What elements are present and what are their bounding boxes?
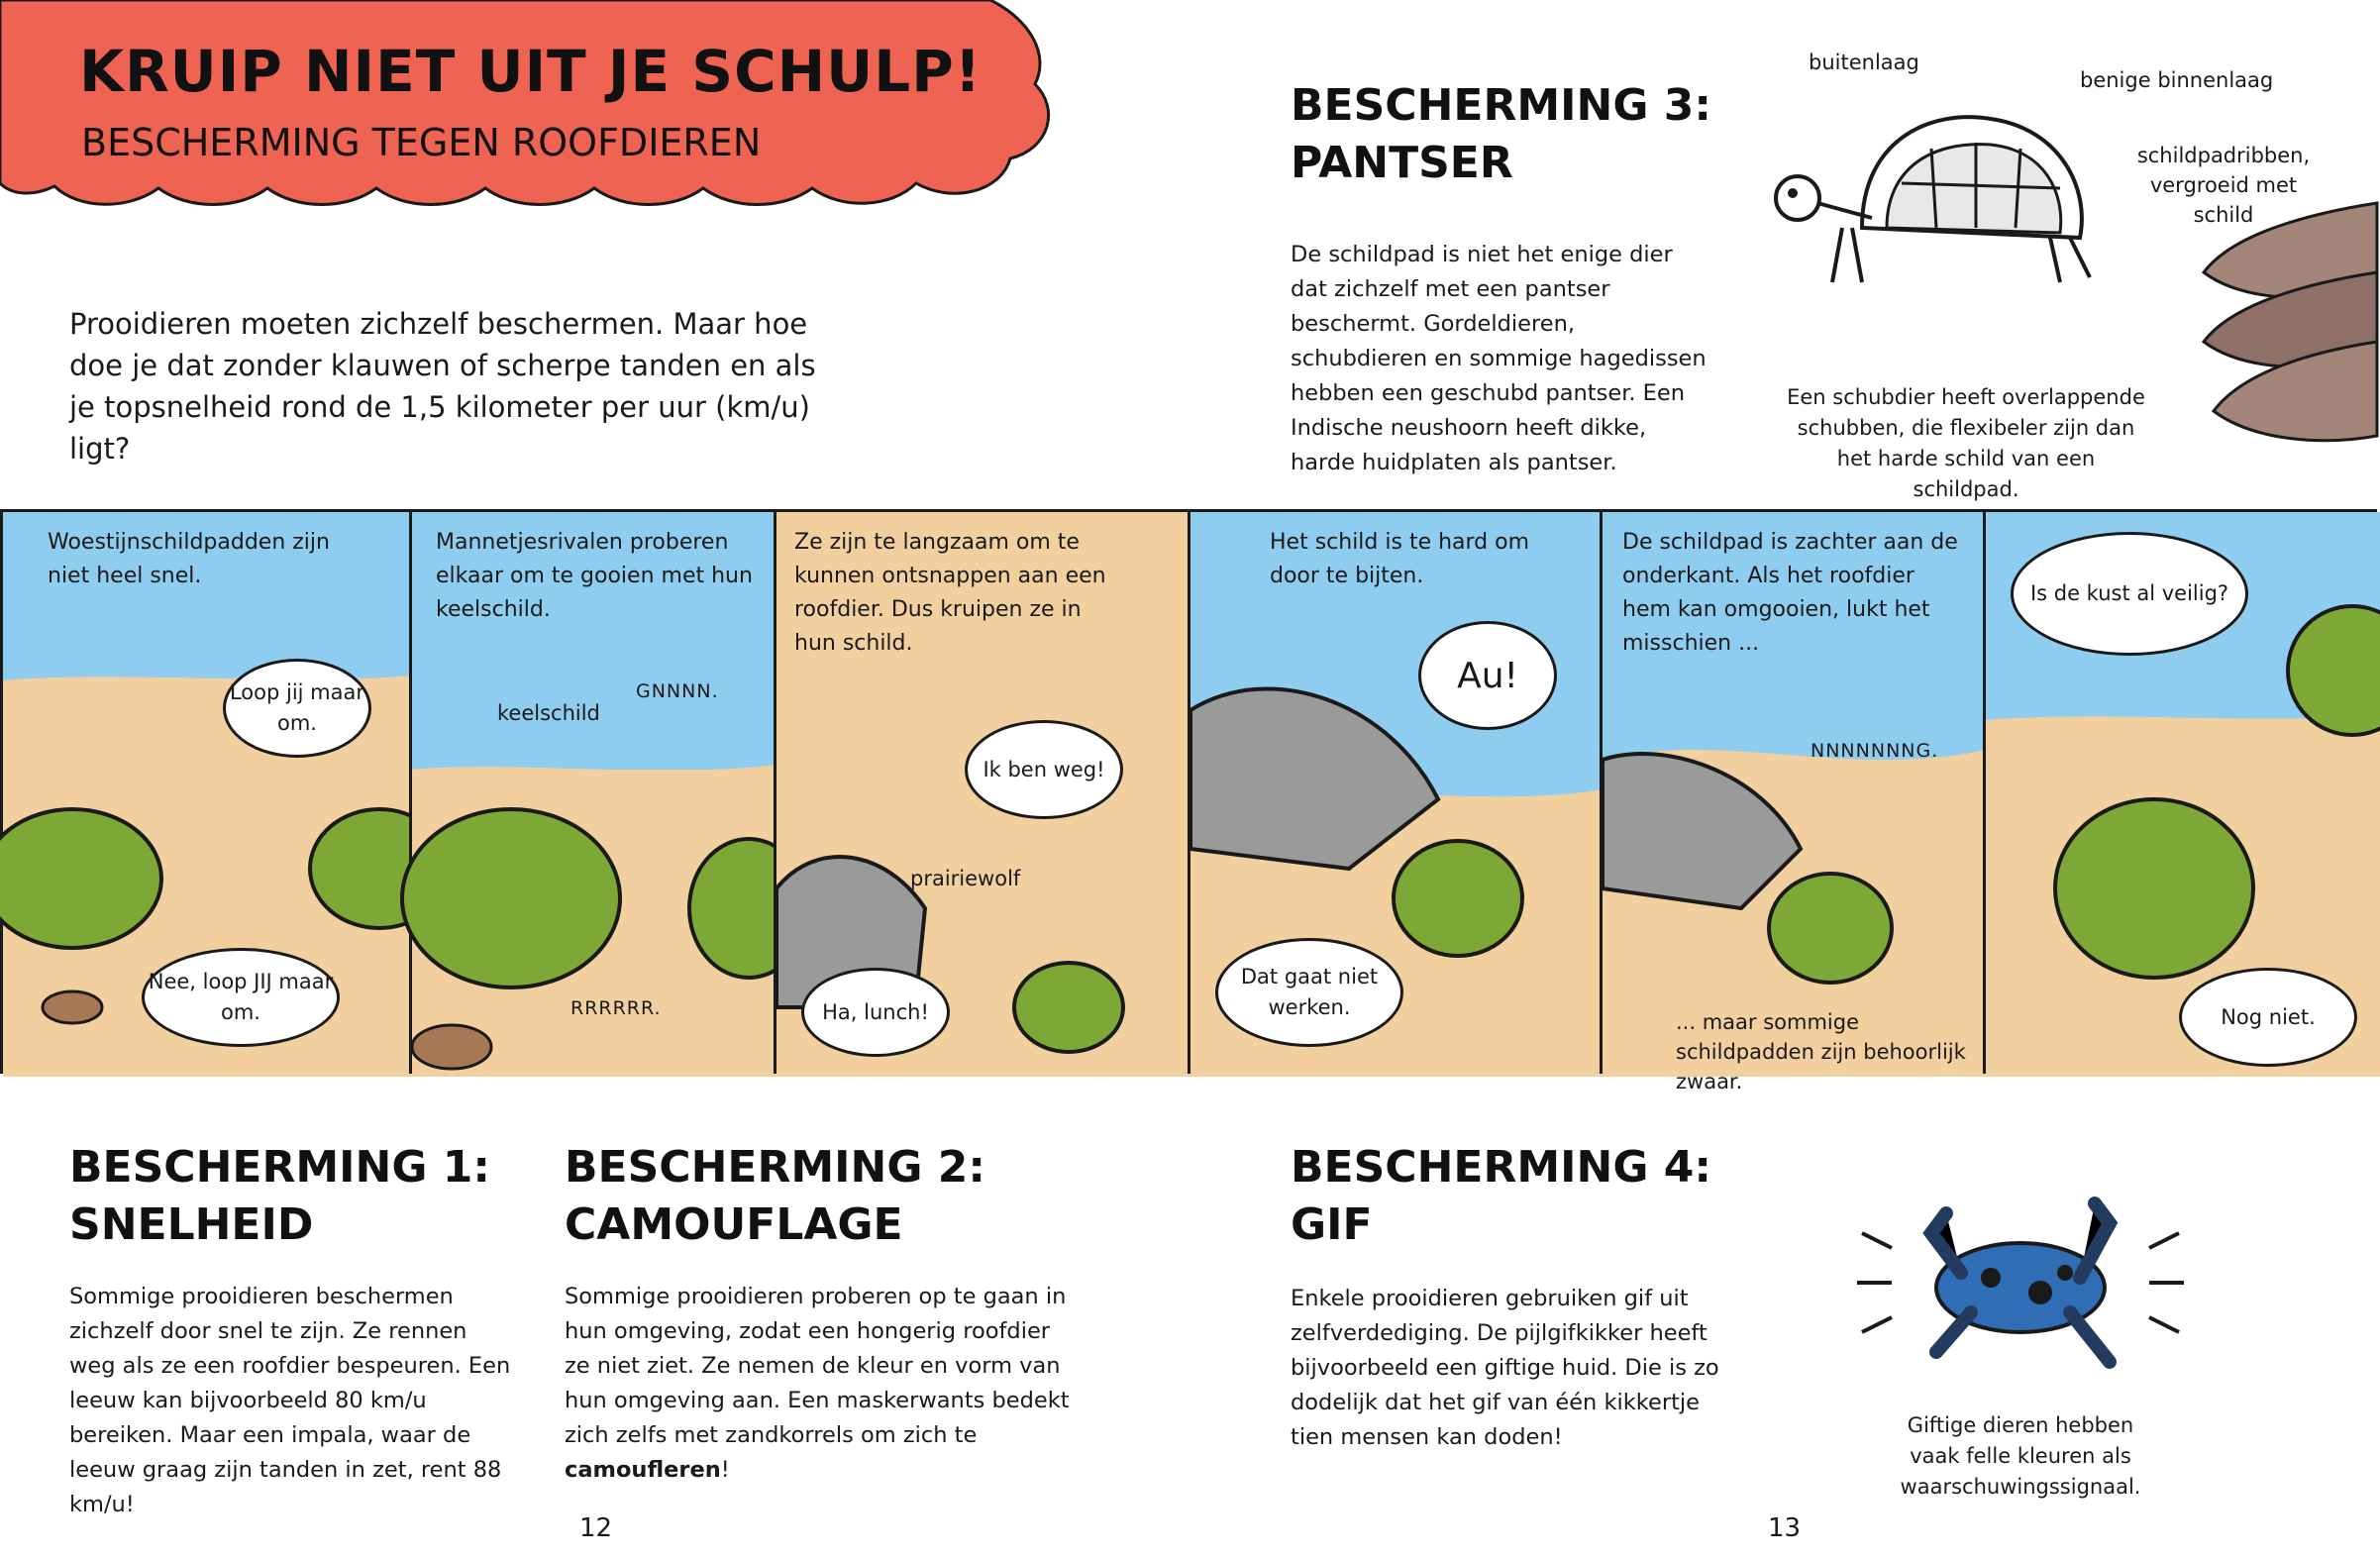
comic-panel-1: [0, 509, 409, 1074]
panel-3-label: prairiewolf: [910, 867, 1021, 890]
comic-panel-5: [1600, 509, 1983, 1093]
label-ribs: schildpadribben, vergroeid met schild: [2136, 144, 2311, 227]
protection-2-heading: BESCHERMING 2: CAMOUFLAGE: [565, 1142, 985, 1250]
panel-2-label: keelschild: [497, 701, 600, 725]
panel-6-bubble-a: Is de kust al veilig?: [2011, 532, 2248, 656]
panel-2-sfx-b: RRRRRR.: [570, 997, 662, 1019]
panel-2-caption: Mannetjesrivalen proberen elkaar om te gooien met hun keelschild.: [436, 530, 753, 622]
comic-panel-4: [1188, 509, 1600, 1074]
label-inner-layer: benige binnenlaag: [2080, 68, 2274, 92]
panel-1-bubble-b: Nee, loop JIJ maar om.: [142, 948, 340, 1047]
protection-3-text: De schildpad is niet het enige dier dat zichzelf met een pantser beschermt. Gordeldieren, schubdieren en sommige hagedissen hebben een geschubd pantser. Een Indische neushoorn heeft dikke, harde huidplaten als pantser.: [1291, 242, 1707, 475]
camouflage-term: camoufleren: [565, 1457, 721, 1483]
panel-1-caption: Woestijnschildpadden zijn niet heel snel.: [48, 530, 330, 588]
panel-4-bubble-b: Dat gaat niet werken.: [1215, 938, 1403, 1047]
protection-3-heading: BESCHERMING 3: PANTSER: [1291, 80, 1711, 188]
pangolin-scales-icon: [2194, 193, 2377, 461]
label-outer-layer: buitenlaag: [1809, 51, 1919, 74]
panel-1-bubble-a: Loop jij maar om.: [223, 659, 371, 758]
protection-4-heading: BESCHERMING 4: GIF: [1291, 1142, 1711, 1250]
page-number-right: 13: [1768, 1513, 1802, 1543]
pangolin-caption: Een schubdier heeft overlappende schubben, die flexibeler zijn dan het harde schild van een schildpad.: [1787, 385, 2145, 501]
panel-3-caption: Ze zijn te langzaam om te kunnen ontsnappen aan een roofdier. Dus kruipen ze in hun schild.: [794, 530, 1106, 656]
page-subtitle: BESCHERMING TEGEN ROOFDIEREN: [81, 121, 762, 164]
page-title: KRUIP NIET UIT JE SCHULP!: [79, 38, 983, 105]
comic-panel-2: [409, 509, 774, 1074]
frog-caption: Giftige dieren hebben vaak felle kleuren als waarschuwingssignaal.: [1900, 1413, 2141, 1499]
panel-4-caption: Het schild is te hard om door te bijten.: [1270, 530, 1530, 588]
protection-2-text: Sommige prooidieren proberen op te gaan in hun omgeving, zodat een hongerig roofdier ze niet ziet. Ze nemen de kleur en vorm van hun omgeving aan. Een maskerwants bedekt zich zelfs met zandkorrels om zich te camoufleren!: [565, 1284, 1070, 1483]
title-cloud-background: [0, 0, 1070, 213]
comic-panel-3: [774, 509, 1188, 1074]
protection-4-text: Enkele prooidieren gebruiken gif uit zelfverdediging. De pijlgifkikker heeft bijvoorbeeld een giftige huid. Die is zo dodelijk dat het gif van één kikkertje tien mensen kan doden!: [1291, 1286, 1719, 1450]
panel-3-bubble-b: Ha, lunch!: [801, 968, 950, 1057]
tortoise-skeleton-icon: [1763, 79, 2120, 307]
panel-5-caption: De schildpad is zachter aan de onderkant. Als het roofdier hem kan omgooien, lukt het misschien ...: [1622, 530, 1958, 656]
intro-text: Prooidieren moeten zichzelf beschermen. Maar hoe doe je dat zonder klauwen of scherpe tanden en als je topsnelheid rond de 1,5 kilometer per uur (km/u) ligt?: [69, 307, 816, 466]
panel-4-bubble-a: Au!: [1418, 621, 1557, 730]
protection-1-heading: BESCHERMING 1: SNELHEID: [69, 1142, 490, 1250]
protection-1-text: Sommige prooidieren beschermen zichzelf door snel te zijn. Ze rennen weg als ze een roofdier bespeuren. Een leeuw kan bijvoorbeeld 80 km/u bereiken. Maar een impala, waar de leeuw graag zijn tanden in zet, rent 88 km/u!: [69, 1284, 511, 1517]
page-number-left: 12: [579, 1513, 613, 1543]
panel-2-sfx-a: GNNNN.: [636, 680, 719, 702]
comic-panel-6: [1983, 509, 2377, 1074]
comic-strip: [0, 509, 2377, 1093]
panel-5-bottom-text: ... maar sommige schildpadden zijn behoorlijk zwaar.: [1676, 1010, 1966, 1093]
panel-3-bubble-a: Ik ben weg!: [965, 720, 1123, 819]
poison-dart-frog-icon: [1852, 1194, 2189, 1372]
panel-6-bubble-b: Nog niet.: [2179, 968, 2357, 1067]
panel-5-sfx: NNNNNNNG.: [1811, 740, 1939, 762]
